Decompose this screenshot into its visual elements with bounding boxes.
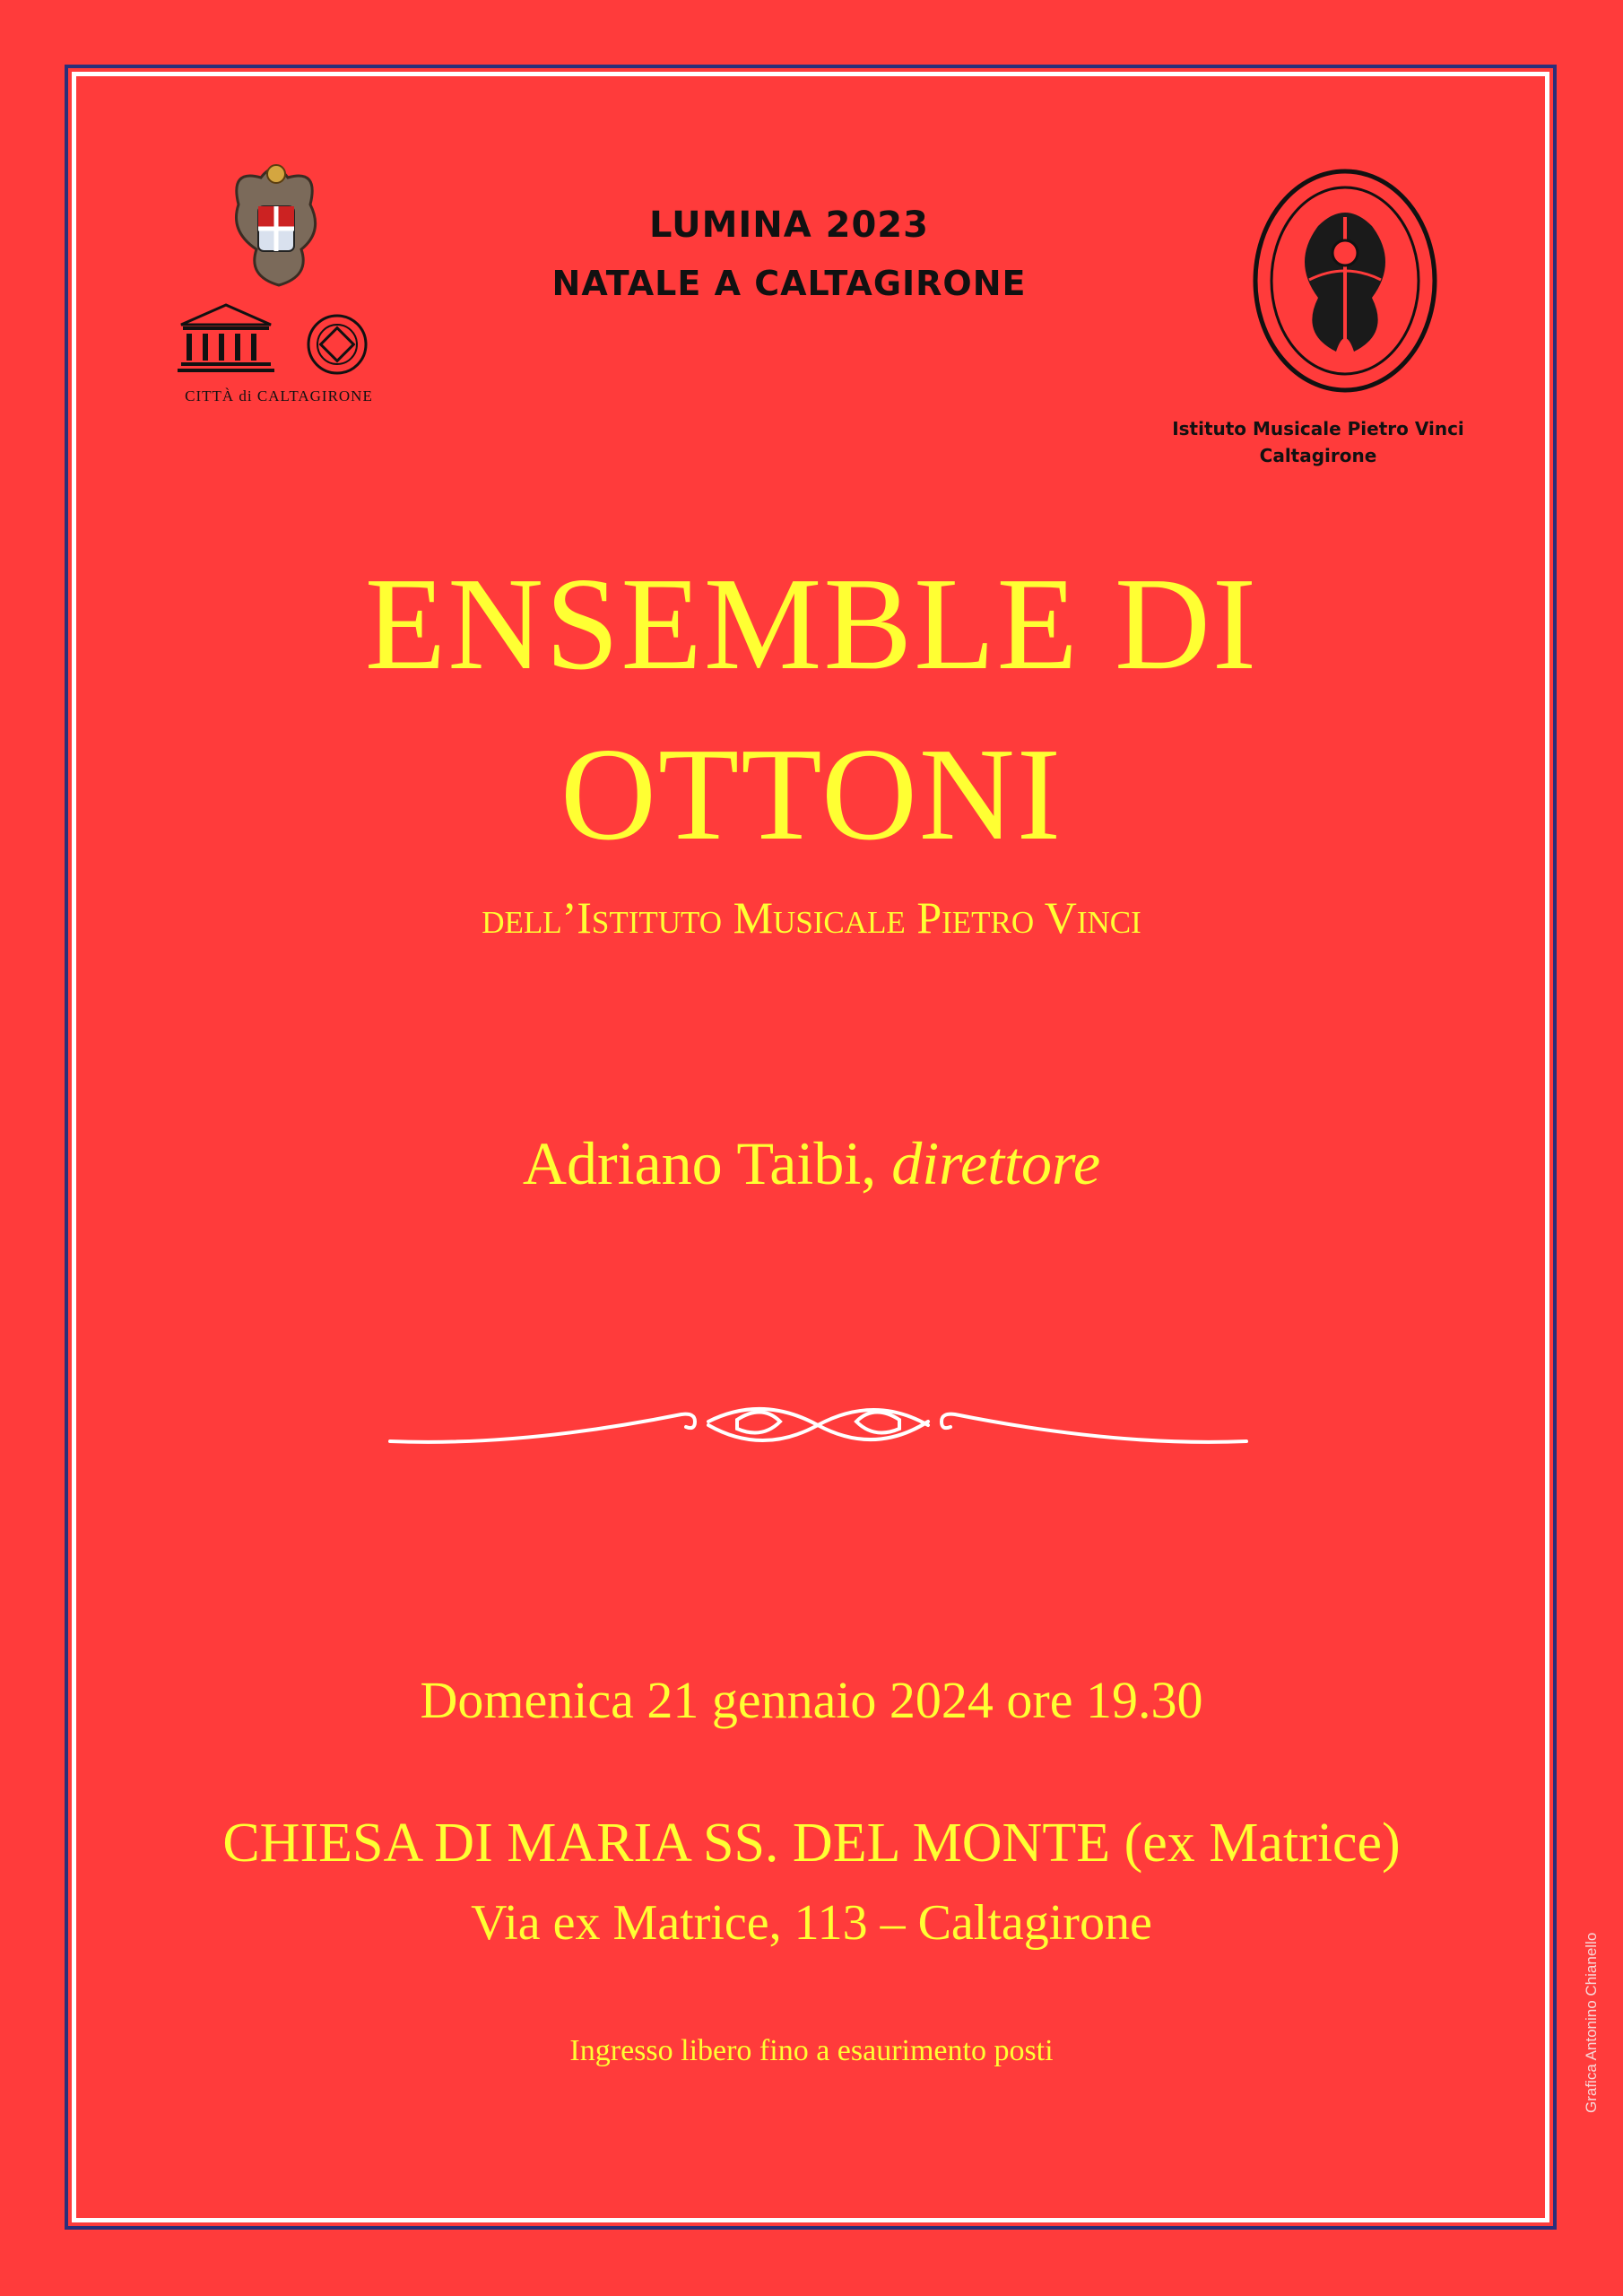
seal-icon bbox=[1255, 171, 1435, 390]
event-series-subtitle: NATALE A CALTAGIRONE bbox=[551, 264, 1027, 303]
coat-of-arms-icon bbox=[237, 165, 316, 285]
director-credit bbox=[143, 1128, 1480, 1199]
entry-note: Ingresso libero fino a esaurimento posti bbox=[569, 2034, 1054, 2067]
concert-title-line2: OTTONI bbox=[560, 721, 1063, 868]
director-name: Adriano Taibi, bbox=[522, 1129, 892, 1197]
institute-seal bbox=[1246, 163, 1444, 398]
flourish-icon bbox=[390, 1409, 1246, 1442]
event-date: Domenica 21 gennaio 2024 ore 19.30 bbox=[420, 1671, 1203, 1729]
institute-name: Istituto Musicale Pietro Vinci bbox=[1172, 418, 1464, 439]
world-heritage-icon bbox=[308, 316, 366, 373]
unesco-icon bbox=[178, 305, 274, 372]
event-series-title: LUMINA 2023 bbox=[649, 204, 929, 246]
director-role: direttore bbox=[891, 1129, 1101, 1197]
city-logo bbox=[176, 151, 382, 411]
flourish-divider bbox=[386, 1395, 1251, 1457]
graphic-credit: Grafica Antonino Chianello bbox=[1583, 1932, 1600, 2113]
institute-city: Caltagirone bbox=[1259, 445, 1377, 466]
concert-subtitle: dell’Istituto Musicale Pietro Vinci bbox=[482, 892, 1141, 943]
event-address: Via ex Matrice, 113 – Caltagirone bbox=[471, 1895, 1152, 1951]
concert-title-line1: ENSEMBLE DI bbox=[364, 551, 1259, 698]
city-caption: CITTÀ di CALTAGIRONE bbox=[185, 387, 373, 404]
event-venue: CHIESA DI MARIA SS. DEL MONTE (ex Matrice) bbox=[222, 1813, 1401, 1874]
